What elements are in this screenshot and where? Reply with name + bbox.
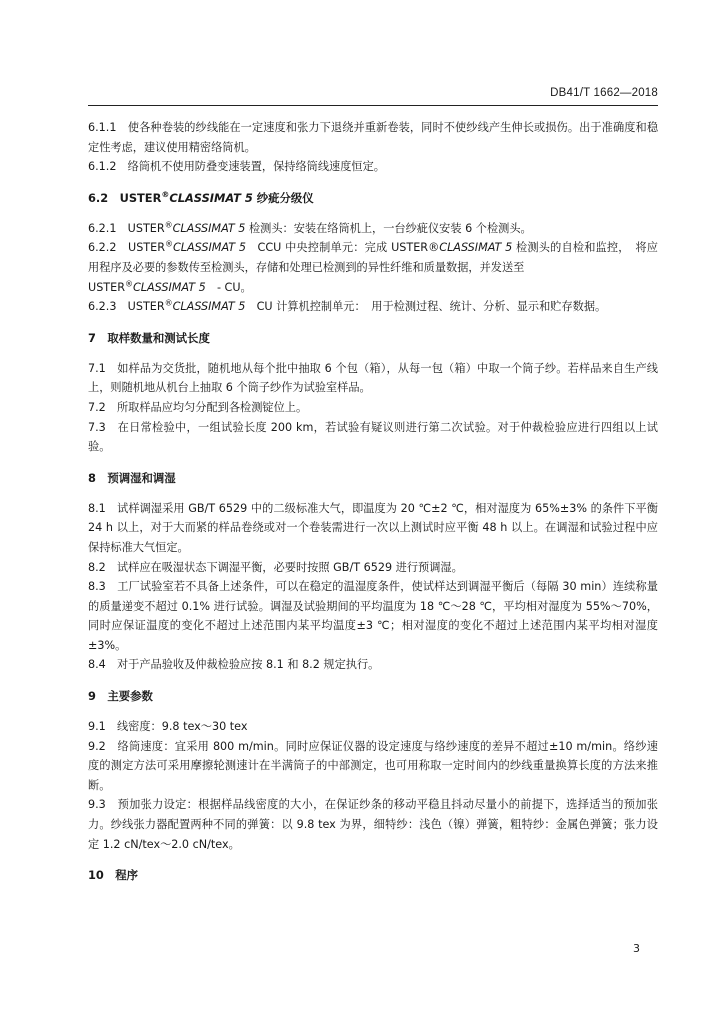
heading-6-2-prefix: 6.2 USTER bbox=[88, 190, 162, 205]
clause-6-2-2 bbox=[88, 238, 658, 297]
clause-6-2-2-text-2: 检测头的自检和监控， 将应用程序及必要的参数传至检测头，存储和处理已检测到的异性纤维和质量数据，并发送至 bbox=[88, 241, 658, 274]
clause-6-2-1 bbox=[88, 219, 658, 239]
clause-6-2-3-brand: CLASSIMAT 5 bbox=[172, 300, 246, 314]
clause-6-1-1: 6.1.1 使各种卷装的纱线能在一定速度和张力下退绕并重新卷装，同时不使纱线产生伸长或损伤。出于准确度和稳定性考虑，建议使用精密络筒机。 bbox=[88, 121, 658, 154]
clause-8-1: 8.1 试样调湿采用 GB/T 6529 中的二级标准大气，即温度为 20 ℃±2 ℃，相对湿度为 65%±3% 的条件下平衡 24 h 以上，对于大而紧的样品卷绕或对一个卷装需进行一次以上测试时应平衡 48 h 以上。在调湿和试验过程中应保持标准大气恒定。 bbox=[88, 501, 658, 554]
clause-6-1-2: 6.1.2 络筒机不使用防叠变速装置，保持络筒线速度恒定。 bbox=[88, 160, 385, 174]
clause-6-2-2-prefix: 6.2.2 USTER bbox=[88, 241, 165, 255]
heading-7: 7 取样数量和测试长度 bbox=[88, 330, 210, 345]
heading-6-2 bbox=[88, 188, 658, 208]
page-number: 3 bbox=[633, 942, 640, 955]
heading-6-2-brand: CLASSIMAT 5 bbox=[169, 190, 253, 205]
clause-6-2-3-prefix: 6.2.3 USTER bbox=[88, 300, 165, 314]
registered-mark: ® bbox=[164, 239, 173, 249]
standard-code: DB41/T 1662—2018 bbox=[550, 87, 658, 99]
clause-6-2-1-text: 检测头：安装在络筒机上，一台纱疵仪安装 6 个检测头。 bbox=[245, 221, 532, 235]
clause-6-2-2-line3-suffix: - CU。 bbox=[205, 280, 252, 294]
clause-6-2-2-text: CCU 中央控制单元：完成 USTER® bbox=[245, 241, 440, 255]
clause-9-2: 9.2 络筒速度：宜采用 800 m/min。同时应保证仪器的设定速度与络纱速度的差异不超过±10 m/min。络纱速度的测定方法可采用摩擦轮测速计在半满筒子的中部测定，也可用称取一定时间内的纱线重量换算长度的方法来推断。 bbox=[88, 739, 658, 792]
header-rule bbox=[88, 105, 658, 106]
clause-6-2-2-line3-prefix: USTER bbox=[88, 280, 125, 294]
heading-9: 9 主要参数 bbox=[88, 689, 153, 704]
clause-6-2-3 bbox=[88, 297, 658, 317]
document-body bbox=[88, 118, 658, 885]
clause-7-1: 7.1 如样品为交货批，随机地从每个批中抽取 6 个包（箱），从每一包（箱）中取一个筒子纱。若样品来自生产线上，则随机地从机台上抽取 6 个筒子纱作为试验室样品。 bbox=[88, 361, 658, 395]
clause-6-2-1-prefix: 6.2.1 USTER bbox=[88, 221, 165, 235]
clause-7-3: 7.3 在日常检验中，一组试验长度 200 km，若试验有疑议则进行第二次试验。对于仲裁检验应进行四组以上试验。 bbox=[88, 420, 658, 454]
clause-6-2-2-line3-brand: CLASSIMAT 5 bbox=[132, 280, 206, 294]
registered-mark: ® bbox=[124, 278, 133, 288]
clause-7-2: 7.2 所取样品应均匀分配到各检测锭位上。 bbox=[88, 400, 308, 414]
clause-8-4: 8.4 对于产品验收及仲裁检验应按 8.1 和 8.2 规定执行。 bbox=[88, 658, 380, 672]
heading-8: 8 预调湿和调湿 bbox=[88, 470, 176, 485]
registered-mark: ® bbox=[164, 298, 173, 308]
clause-6-2-3-text: CU 计算机控制单元： 用于检测过程、统计、分析、显示和贮存数据。 bbox=[245, 300, 607, 314]
clause-6-2-1-brand: CLASSIMAT 5 bbox=[172, 221, 246, 235]
clause-8-3: 8.3 工厂试验室若不具备上述条件，可以在稳定的温湿度条件，使试样达到调湿平衡后（每隔 30 min）连续称量的质量递变不超过 0.1% 进行试验。调湿及试验期间的平均温度为 18 ℃～28 ℃，平均相对湿度为 55%～70%，同时应保证温度的变化不超过上述范围内某平均温度±3 ℃；相对湿度的变化不超过上述范围内某平均相对湿度±3%。 bbox=[88, 580, 658, 652]
clause-8-2: 8.2 试样应在吸湿状态下调湿平衡，必要时按照 GB/T 6529 进行预调湿。 bbox=[88, 560, 463, 574]
registered-mark: ® bbox=[164, 220, 173, 230]
heading-10: 10 程序 bbox=[88, 868, 139, 883]
heading-6-2-suffix: 纱疵分级仪 bbox=[252, 190, 314, 205]
clause-9-1: 9.1 线密度：9.8 tex～30 tex bbox=[88, 720, 248, 734]
registered-mark: ® bbox=[161, 189, 170, 199]
clause-6-2-2-brand: CLASSIMAT 5 bbox=[172, 241, 246, 255]
clause-9-3: 9.3 预加张力设定：根据样品线密度的大小，在保证纱条的移动平稳且抖动尽量小的前提下，选择适当的预加张力。纱线张力器配置两种不同的弹簧：以 9.8 tex 为界，细特纱：浅色（镍）弹簧，粗特纱：金属色弹簧；张力设定 1.2 cN/tex～2.0 cN/tex。 bbox=[88, 798, 658, 851]
clause-6-2-2-brand-2: CLASSIMAT 5 bbox=[439, 241, 513, 255]
